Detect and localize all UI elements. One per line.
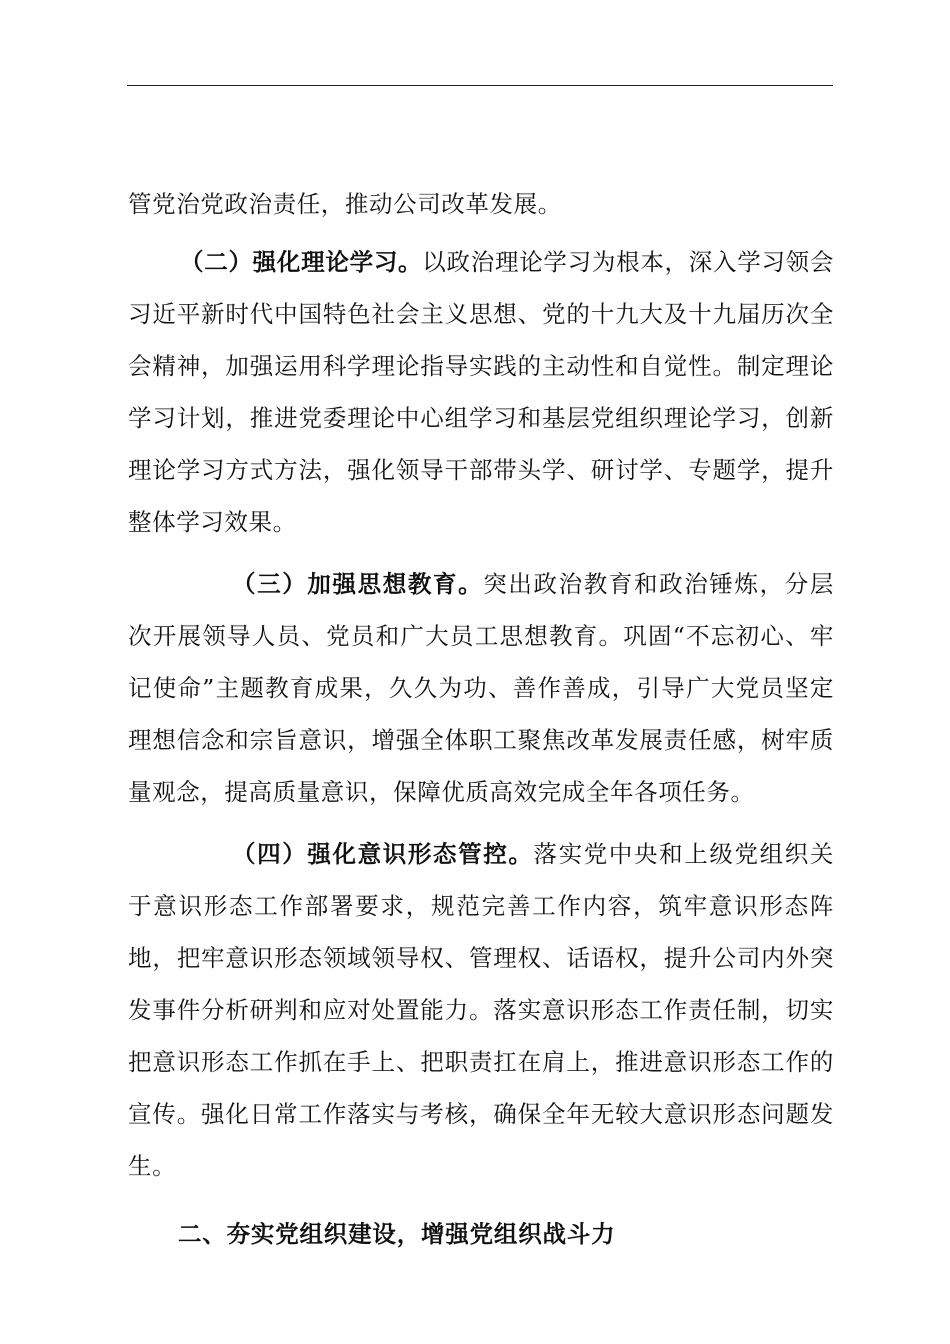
paragraph-theory-study xyxy=(128,236,834,548)
paragraph-text: 落实党中央和上级党组织关于意识形态工作部署要求，规范完善工作内容，筑牢意识形态阵地，把牢意识形态领域领导权、管理权、话语权，提升公司内外突发事件分析研判和应对处置能力。落实意识形态工作责任制，切实把意识形态工作抓在手上、把职责扛在肩上，推进意识形态工作的宣传。强化日常工作落实与考核，确保全年无较大意识形态问题发生。 xyxy=(128,840,834,1180)
document-body xyxy=(128,178,834,1260)
paragraph-lead: （二）强化理论学习。 xyxy=(180,248,423,276)
paragraph-lead: （三）加强思想教育。 xyxy=(232,570,484,598)
paragraph-ideology-control xyxy=(128,828,834,1192)
section-heading: 二、夯实党组织建设，增强党组织战斗力 xyxy=(178,1220,616,1248)
paragraph-ideological-education xyxy=(128,558,834,818)
header-rule xyxy=(127,85,833,86)
paragraph-lead: （四）强化意识形态管控。 xyxy=(232,840,534,868)
paragraph-text: 突出政治教育和政治锤炼，分层次开展领导人员、党员和广大员工思想教育。巩固“不忘初心、牢记使命”主题教育成果，久久为功、善作善成，引导广大党员坚定理想信念和宗旨意识，增强全体职工聚焦改革发展责任感，树牢质量观念，提高质量意识，保障优质高效完成全年各项任务。 xyxy=(128,570,835,806)
paragraph-text: 以政治理论学习为根本，深入学习领会习近平新时代中国特色社会主义思想、党的十九大及十九届历次全会精神，加强运用科学理论指导实践的主动性和自觉性。制定理论学习计划，推进党委理论中心组学习和基层党组织理论学习，创新理论学习方式方法，强化领导干部带头学、研讨学、专题学，提升整体学习效果。 xyxy=(128,248,835,536)
continuation-paragraph: 管党治党政治责任，推动公司改革发展。 xyxy=(128,190,562,218)
